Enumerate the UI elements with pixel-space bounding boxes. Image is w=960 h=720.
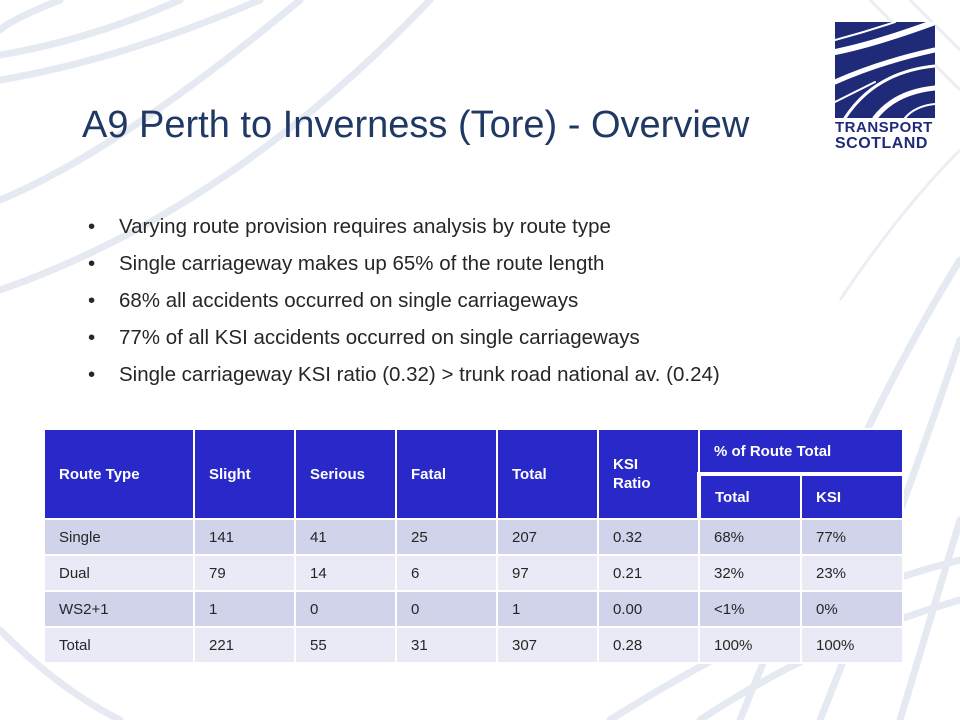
bullet-item: • 68% all accidents occurred on single carriageways	[82, 288, 720, 313]
route-accident-table	[43, 428, 904, 664]
cell-fatal: 0	[396, 591, 497, 627]
cell-serious: 0	[295, 591, 396, 627]
cell-pct-total: 68%	[699, 519, 801, 555]
cell-slight: 79	[194, 555, 295, 591]
cell-route-type: Total	[44, 627, 194, 663]
header-route-type: Route Type	[44, 429, 194, 519]
cell-pct-ksi: 100%	[801, 627, 903, 663]
header-ksi-ratio	[598, 429, 699, 519]
subheader-ksi: KSI	[801, 474, 903, 519]
bullet-item: • Single carriageway makes up 65% of the route length	[82, 251, 720, 276]
table-row	[44, 591, 903, 627]
transport-scotland-logo	[835, 22, 935, 150]
cell-route-type: Dual	[44, 555, 194, 591]
cell-ksi-ratio: 0.00	[598, 591, 699, 627]
cell-serious: 41	[295, 519, 396, 555]
bullet-item: • Single carriageway KSI ratio (0.32) > trunk road national av. (0.24)	[82, 362, 720, 387]
cell-fatal: 25	[396, 519, 497, 555]
cell-route-type: WS2+1	[44, 591, 194, 627]
cell-pct-total: 100%	[699, 627, 801, 663]
bullet-item: • Varying route provision requires analysis by route type	[82, 214, 720, 239]
subheader-total: Total	[699, 474, 801, 519]
bullet-list	[82, 214, 720, 399]
logo-scotland-text: SCOTLAND	[835, 135, 928, 152]
cell-ksi-ratio: 0.28	[598, 627, 699, 663]
cell-slight: 1	[194, 591, 295, 627]
cell-serious: 14	[295, 555, 396, 591]
cell-serious: 55	[295, 627, 396, 663]
cell-total: 307	[497, 627, 598, 663]
header-ksi-ratio-label: KSI Ratio	[613, 456, 651, 492]
table-row	[44, 627, 903, 663]
cell-slight: 221	[194, 627, 295, 663]
cell-slight: 141	[194, 519, 295, 555]
bullet-item: • 77% of all KSI accidents occurred on single carriageways	[82, 325, 720, 350]
cell-total: 97	[497, 555, 598, 591]
header-fatal: Fatal	[396, 429, 497, 519]
logo-transport-text: TRANSPORT	[835, 119, 933, 136]
logo-motorway-icon	[835, 22, 935, 118]
cell-total: 207	[497, 519, 598, 555]
cell-fatal: 6	[396, 555, 497, 591]
header-slight: Slight	[194, 429, 295, 519]
cell-pct-ksi: 0%	[801, 591, 903, 627]
cell-pct-total: 32%	[699, 555, 801, 591]
table-row	[44, 555, 903, 591]
cell-ksi-ratio: 0.32	[598, 519, 699, 555]
cell-pct-ksi: 23%	[801, 555, 903, 591]
cell-pct-total: <1%	[699, 591, 801, 627]
cell-route-type: Single	[44, 519, 194, 555]
header-serious: Serious	[295, 429, 396, 519]
slide-title: A9 Perth to Inverness (Tore) - Overview	[82, 104, 750, 146]
cell-total: 1	[497, 591, 598, 627]
header-route-total-group: % of Route Total	[699, 429, 903, 474]
table-row	[44, 519, 903, 555]
cell-pct-ksi: 77%	[801, 519, 903, 555]
cell-ksi-ratio: 0.21	[598, 555, 699, 591]
cell-fatal: 31	[396, 627, 497, 663]
header-total: Total	[497, 429, 598, 519]
